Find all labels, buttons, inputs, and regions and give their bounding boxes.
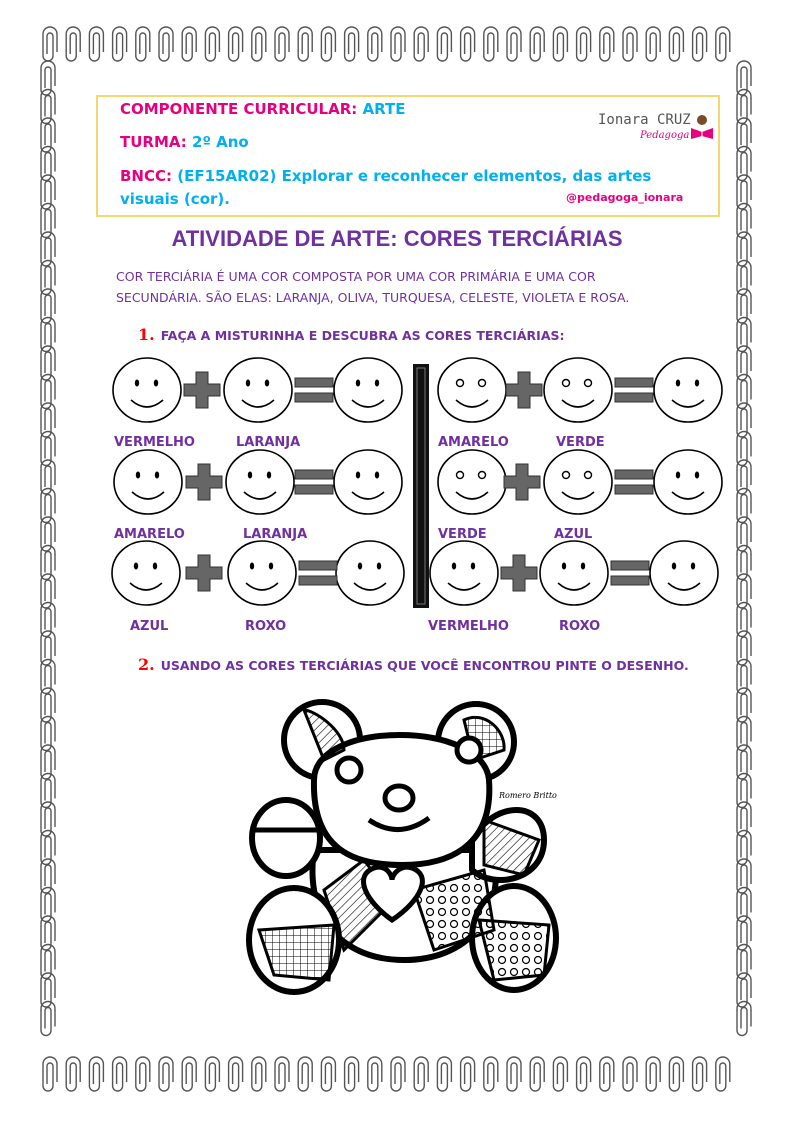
color-label: AMARELO [114, 527, 185, 542]
smiley-face-icon [224, 358, 292, 422]
intro-text: COR TERCIÁRIA É UMA COR COMPOSTA POR UMA COR PRIMÁRIA E UMA COR SECUNDÁRIA. SÃO ELAS: LARANJA, OLIVA, TURQUESA, CELESTE, VIOLETA E ROSA. [116, 269, 630, 305]
smiley-face-icon [438, 358, 506, 422]
smiley-face-icon [334, 450, 402, 514]
color-label: LARANJA [243, 527, 308, 542]
smiley-face-icon [334, 358, 402, 422]
smiley-face-icon [654, 358, 722, 422]
color-label: AZUL [554, 527, 593, 542]
smiley-face-icon [112, 541, 180, 605]
color-label: VERMELHO [428, 619, 509, 634]
plus-icon [186, 464, 222, 500]
color-label: ROXO [245, 619, 287, 634]
brand-name: Ionara CRUZ [598, 112, 691, 128]
equals-icon [299, 561, 337, 585]
smiley-face-icon [654, 450, 722, 514]
color-label: AZUL [130, 619, 169, 634]
instagram-handle: @pedagoga_ionara [566, 191, 684, 204]
page-title: ATIVIDADE DE ARTE: CORES TERCIÁRIAS [171, 226, 623, 251]
equals-icon [615, 378, 653, 402]
question-1: 1. FAÇA A MISTURINHA E DESCUBRA AS CORES TERCIÁRIAS: [138, 325, 565, 344]
turma-line: TURMA: 2º Ano [120, 133, 249, 151]
equals-icon [611, 561, 649, 585]
color-label: ROXO [559, 619, 601, 634]
equals-icon [295, 470, 333, 494]
smiley-face-icon [430, 541, 498, 605]
componente-line: COMPONENTE CURRICULAR: ARTE [120, 100, 406, 118]
bear-signature: Romero Britto [499, 791, 557, 800]
smiley-face-icon [336, 541, 404, 605]
plus-icon [504, 464, 540, 500]
plus-icon [186, 555, 222, 591]
smiley-face-icon [114, 450, 182, 514]
color-label: VERDE [556, 435, 605, 450]
color-label: AMARELO [438, 435, 509, 450]
smiley-face-icon [228, 541, 296, 605]
color-label: VERMELHO [114, 435, 195, 450]
equals-icon [295, 378, 333, 402]
smiley-face-icon [226, 450, 294, 514]
plus-icon [506, 372, 542, 408]
color-label: LARANJA [236, 435, 301, 450]
color-label: VERDE [438, 527, 487, 542]
smiley-face-icon [540, 541, 608, 605]
smiley-face-icon [650, 541, 718, 605]
center-divider [413, 364, 429, 608]
brand-subtitle: Pedagoga [640, 130, 690, 141]
smiley-face-icon [544, 450, 612, 514]
plus-icon [501, 555, 537, 591]
smiley-face-icon [113, 358, 181, 422]
plus-icon [184, 372, 220, 408]
bncc-line-2: visuais (cor). [120, 190, 230, 208]
equals-icon [615, 470, 653, 494]
bncc-line: BNCC: (EF15AR02) Explorar e reconhecer elementos, das artes [120, 167, 652, 185]
teddy-bear-drawing [244, 690, 564, 1000]
smiley-face-icon [544, 358, 612, 422]
smiley-face-icon [438, 450, 506, 514]
question-2: 2. USANDO AS CORES TERCIÁRIAS QUE VOCÊ ENCONTROU PINTE O DESENHO. [138, 655, 689, 674]
